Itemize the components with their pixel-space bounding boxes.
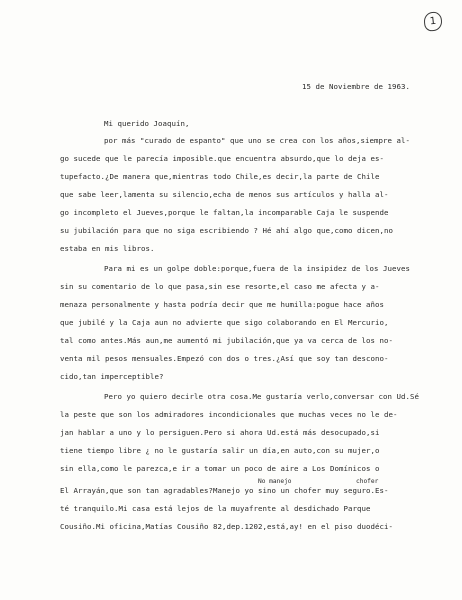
body-line: Para mi es un golpe doble:porque,fuera de la insipidez de los Jueves: [104, 264, 410, 273]
body-line: go sucede que le parecía imposible.que encuentra absurdo,que lo deja es-: [60, 154, 384, 163]
body-line: por más "curado de espanto" que uno se crea con los años,siempre al-: [104, 136, 410, 145]
letter-date: 15 de Noviembre de 1963.: [302, 82, 410, 91]
body-line: té tranquilo.Mi casa está lejos de la muyafrente al desdichado Parque: [60, 504, 371, 513]
body-line: Cousiño.Mi oficina,Matías Cousiño 82,dep.1202,está,ay! en el piso duodéci-: [60, 522, 393, 531]
body-line: tiene tiempo libre ¿ no le gustaría salir un día,en auto,con su mujer,o: [60, 446, 380, 455]
body-line: tupefacto.¿De manera que,mientras todo Chile,es decir,la parte de Chile: [60, 172, 380, 181]
body-line: Pero yo quiero decirle otra cosa.Me gustaría verlo,conversar con Ud.Sé: [104, 392, 419, 401]
body-line: jan hablar a uno y lo persiguen.Pero si ahora Ud.está más desocupado,si: [60, 428, 380, 437]
body-line: que sabe leer,lamenta su silencio,echa de menos sus artículos y halla al-: [60, 190, 389, 199]
body-line: go incompleto el Jueves,porque le faltan,la incomparable Caja le suspende: [60, 208, 389, 217]
body-line: la peste que son los admiradores incondicionales que muchas veces no le de-: [60, 410, 398, 419]
letter-salutation: Mi querido Joaquín,: [104, 119, 190, 128]
body-line: venta mil pesos mensuales.Empezó con dos o tres.¿Así que soy tan descono-: [60, 354, 389, 363]
body-line: cido,tan imperceptible?: [60, 372, 164, 381]
body-line: menaza personalmente y hasta podría decir que me humilla:pogue hace años: [60, 300, 384, 309]
typed-correction-no-manejo: No manejo: [258, 478, 292, 485]
body-line: que jubilé y la Caja aun no advierte que sigo colaborando en El Mercurio,: [60, 318, 389, 327]
typed-correction-chofer: chofer: [356, 478, 379, 485]
body-line: su jubilación para que no siga escribiendo ? Hé ahí algo que,como dicen,no: [60, 226, 393, 235]
body-line: sin ella,como le parezca,e ir a tomar un poco de aire a Los Domínicos o: [60, 464, 380, 473]
page-number-circled: 1: [423, 11, 443, 32]
body-line: estaba en mis libros.: [60, 244, 155, 253]
body-line: El Arrayán,que son tan agradables?Manejo yo sino un chofer muy seguro.Es-: [60, 486, 389, 495]
body-line: sin su comentario de lo que pasa,sin ese resorte,el caso me afecta y a-: [60, 282, 380, 291]
body-line: tal como antes.Más aun,me aumentó mi jubilación,que ya va cerca de los no-: [60, 336, 393, 345]
